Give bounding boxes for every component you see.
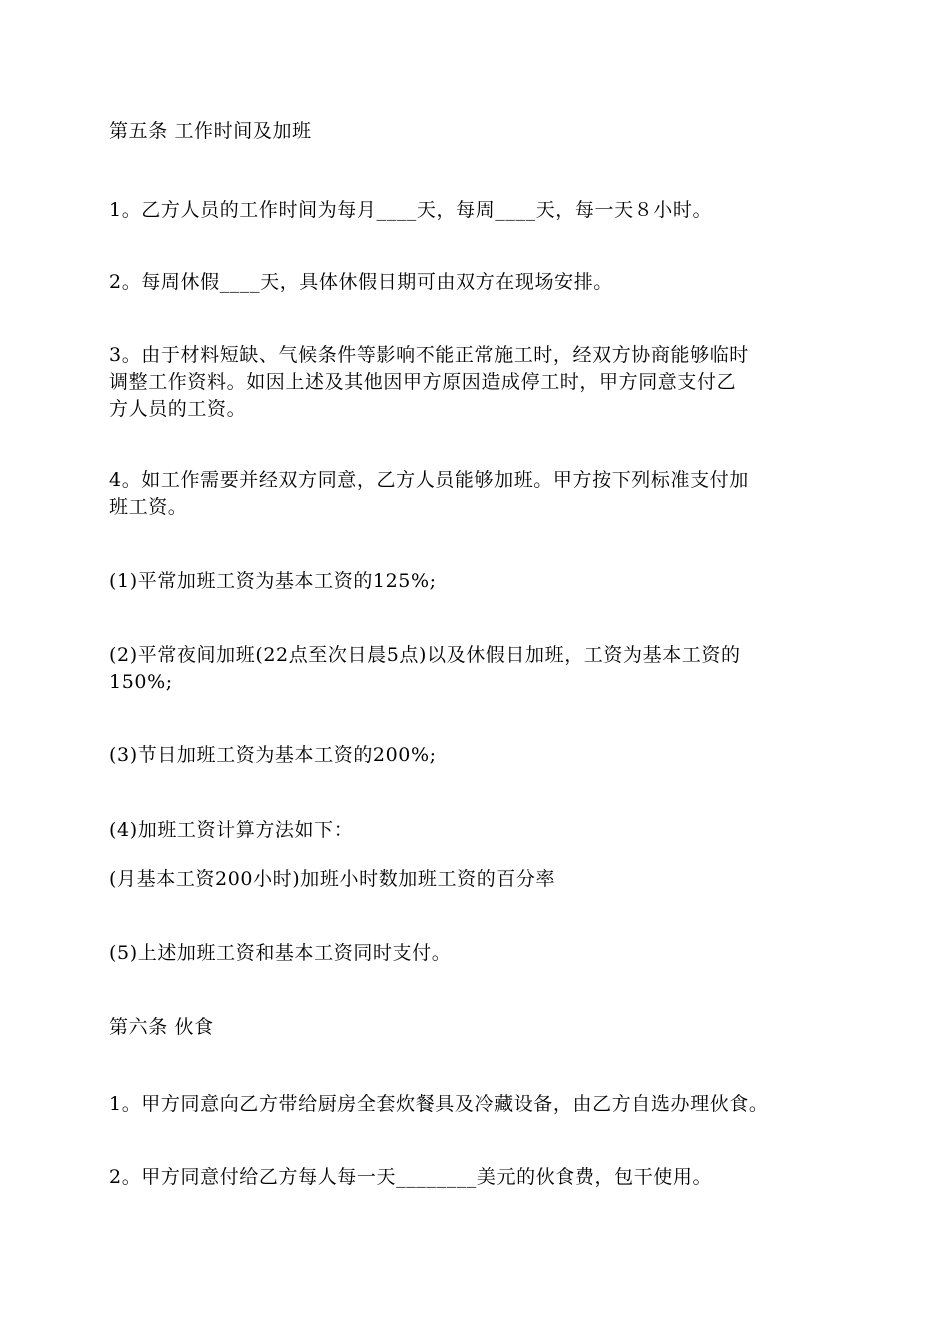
section-heading-article-5: 第五条 工作时间及加班 xyxy=(109,120,312,142)
paragraph-line: 3。由于材料短缺、气候条件等影响不能正常施工时，经双方协商能够临时 xyxy=(109,344,749,366)
list-item: (2)平常夜间加班(22点至次日晨5点)以及休假日加班，工资为基本工资的 xyxy=(109,644,741,666)
formula-line: (月基本工资200小时)加班小时数加班工资的百分率 xyxy=(109,868,556,890)
paragraph-line: 2。甲方同意付给乙方每人每一天________美元的伙食费，包干使用。 xyxy=(109,1166,713,1188)
paragraph-line: 1。甲方同意向乙方带给厨房全套炊餐具及冷藏设备，由乙方自选办理伙食。 xyxy=(109,1093,769,1115)
section-heading-article-6: 第六条 伙食 xyxy=(109,1016,214,1038)
list-item: (4)加班工资计算方法如下： xyxy=(109,819,354,841)
list-item: 150%; xyxy=(109,671,173,693)
list-item: (3)节日加班工资为基本工资的200%; xyxy=(109,744,437,766)
paragraph-line: 班工资。 xyxy=(109,496,188,518)
paragraph-line: 调整工作资料。如因上述及其他因甲方原因造成停工时，甲方同意支付乙 xyxy=(109,371,737,393)
paragraph-line: 1。乙方人员的工作时间为每月____天，每周____天，每一天８小时。 xyxy=(109,199,713,221)
list-item: (1)平常加班工资为基本工资的125%; xyxy=(109,570,437,592)
paragraph-line: 4。如工作需要并经双方同意，乙方人员能够加班。甲方按下列标准支付加 xyxy=(109,469,749,491)
list-item: (5)上述加班工资和基本工资同时支付。 xyxy=(109,942,452,964)
paragraph-line: 2。每周休假____天，具体休假日期可由双方在现场安排。 xyxy=(109,271,613,293)
paragraph-line: 方人员的工资。 xyxy=(109,398,247,420)
